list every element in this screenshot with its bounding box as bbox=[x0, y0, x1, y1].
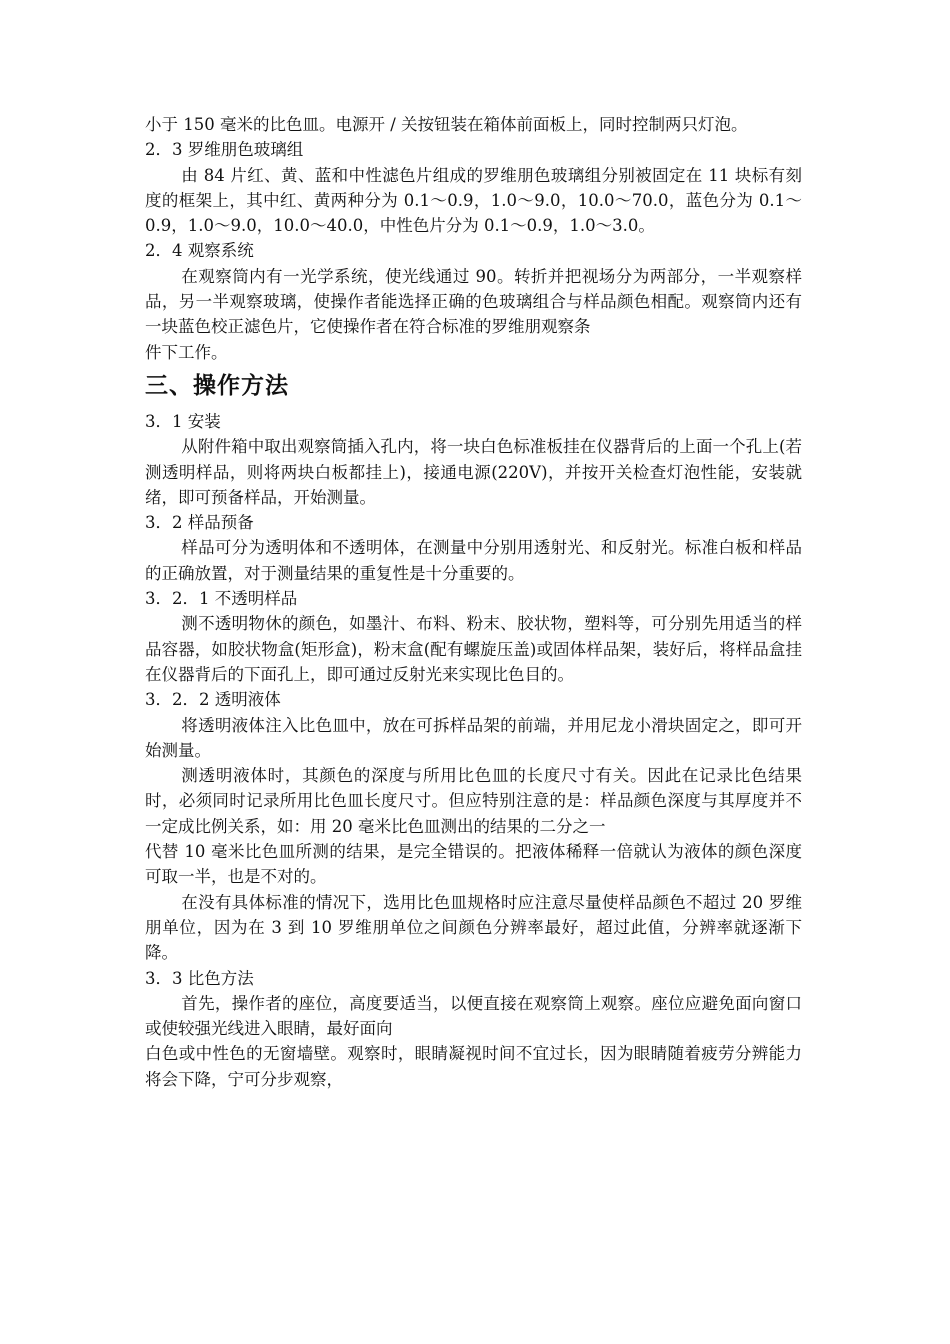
section-heading: 三、操作方法 bbox=[145, 372, 289, 399]
paragraph: 从附件箱中取出观察筒插入孔内，将一块白色标准板挂在仪器背后的上面一个孔上(若测透明样品，则将两块白板都挂上)，接通电源(220V)，并按开关检查灯泡性能，安装就绪，即可预备样品，开始测量。 bbox=[145, 437, 802, 507]
paragraph: 白色或中性色的无窗墙壁。观察时，眼睛凝视时间不宜过长，因为眼睛随着疲劳分辨能力将会下降，宁可分步观察， bbox=[145, 1044, 802, 1089]
subsection-heading: 3．3 比色方法 bbox=[145, 968, 254, 988]
paragraph: 将透明液体注入比色皿中，放在可拆样品架的前端，并用尼龙小滑块固定之，即可开始测量。 bbox=[145, 715, 802, 760]
paragraph: 在没有具体标准的情况下，选用比色皿规格时应注意尽量使样品颜色不超过 20 罗维朋单位，因为在 3 到 10 罗维朋单位之间颜色分辨率最好，超过此值，分辨率就逐渐下降。 bbox=[145, 892, 802, 963]
paragraph: 测透明液体时，其颜色的深度与所用比色皿的长度尺寸有关。因此在记录比色结果时，必须同时记录所用比色皿长度尺寸。但应特别注意的是：样品颜色深度与其厚度并不一定成比例关系，如：用 20 毫米比色皿测出的结果的二分之一 bbox=[145, 766, 802, 836]
subsection-heading: 2．3 罗维朋色玻璃组 bbox=[145, 140, 304, 160]
paragraph: 样品可分为透明体和不透明体，在测量中分别用透射光、和反射光。标准白板和样品的正确放置，对于测量结果的重复性是十分重要的。 bbox=[145, 538, 802, 583]
paragraph: 测不透明物休的颜色，如墨汁、布料、粉末、胶状物，塑料等，可分别先用适当的样品容器，如胶状物盒(矩形盒)，粉末盒(配有螺旋压盖)或固体样品架，装好后，将样品盒挂在仪器背后的下面孔上，即可通过反射光来实现比色目的。 bbox=[145, 614, 802, 684]
subsection-heading: 3．2．2 透明液体 bbox=[145, 690, 281, 710]
subsection-heading: 3．2．1 不透明样品 bbox=[145, 589, 298, 609]
subsection-heading: 3．1 安装 bbox=[145, 411, 221, 431]
paragraph: 在观察筒内有一光学系统，使光线通过 90。转折并把视场分为两部分，一半观察样品，另一半观察玻璃，使操作者能选择正确的色玻璃组合与样品颜色相配。观察筒内还有一块蓝色校正滤色片，它使操作者在符合标准的罗维朋观察条 bbox=[145, 266, 802, 337]
paragraph: 代替 10 毫米比色皿所测的结果，是完全错误的。把液体稀释一倍就认为液体的颜色深度可取一半，也是不对的。 bbox=[145, 842, 802, 887]
paragraph: 小于 150 毫米的比色皿。电源开 / 关按钮装在箱体前面板上，同时控制两只灯泡。 bbox=[145, 115, 748, 134]
paragraph: 首先，操作者的座位，高度要适当，以便直接在观察筒上观察。座位应避免面向窗口或使较强光线进入眼睛，最好面向 bbox=[145, 993, 802, 1039]
paragraph: 由 84 片红、黄、蓝和中性滤色片组成的罗维朋色玻璃组分别被固定在 11 块标有刻度的框架上，其中红、黄两种分为 0.1～0.9，1.0～9.0，10.0～70.0，蓝色分为 0.1～0.9，1.0～9.0，10.0～40.0，中性色片分为 0.1～0.9，1.0～3.0。 bbox=[145, 165, 802, 236]
subsection-heading: 3．2 样品预备 bbox=[145, 513, 254, 533]
body-text bbox=[145, 112, 802, 1092]
paragraph: 件下工作。 bbox=[145, 342, 228, 362]
subsection-heading: 2．4 观察系统 bbox=[145, 241, 254, 261]
